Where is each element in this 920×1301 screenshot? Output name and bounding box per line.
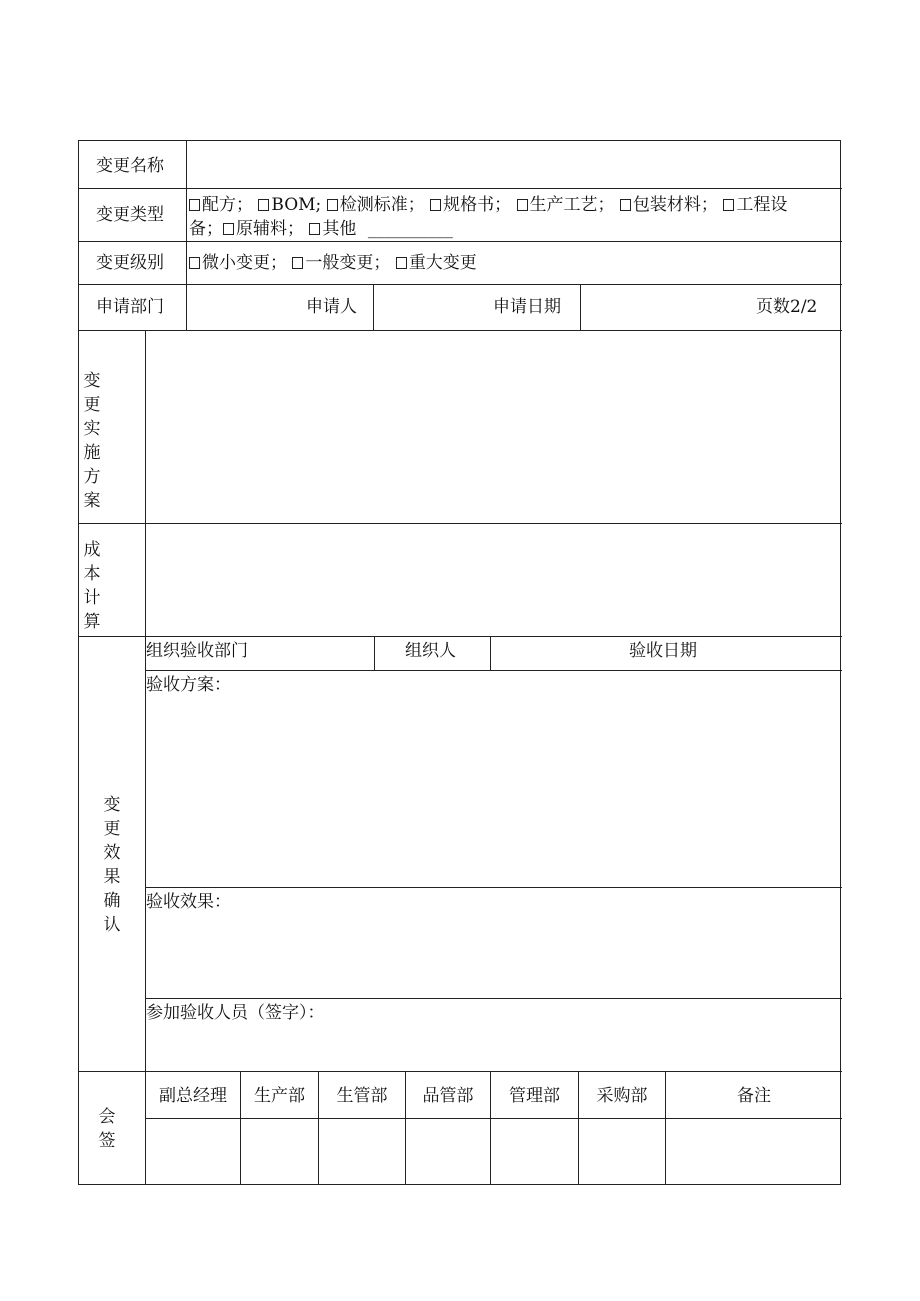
effect-confirmation-label: 变 更 效 果 确 认 (103, 795, 121, 935)
checkbox[interactable] (723, 199, 734, 211)
divider (374, 636, 375, 670)
acceptance-effect-field[interactable] (146, 916, 841, 997)
sign-col-management: 管理部 (509, 1086, 560, 1106)
option-test-standard: 检测标准； (339, 195, 425, 215)
sign-cell-quality[interactable] (406, 1119, 490, 1185)
page-count: 页数2/2 (756, 297, 818, 317)
change-type-options-line1 (189, 193, 787, 217)
level-minor: 微小变更； (202, 253, 287, 273)
implementation-plan-field[interactable] (146, 331, 841, 522)
checkbox[interactable] (430, 199, 441, 211)
acceptance-members-field[interactable] (146, 1027, 841, 1070)
level-major: 重大变更 (408, 253, 477, 273)
sign-cell-management[interactable] (491, 1119, 578, 1185)
organizer-label: 组织人 (405, 641, 456, 661)
checkbox[interactable] (189, 257, 200, 269)
checkbox[interactable] (517, 199, 528, 211)
level-general: 一般变更； (305, 253, 391, 273)
divider (145, 670, 842, 671)
option-raw-material: 原辅料； (236, 219, 304, 239)
divider (145, 998, 842, 999)
checkbox[interactable] (292, 257, 303, 269)
change-name-label: 变更名称 (96, 156, 164, 176)
acceptance-members-label: 参加验收人员（签字）： (146, 1003, 325, 1023)
sign-col-remarks: 备注 (737, 1086, 771, 1106)
option-equipment-cont: 备； (189, 219, 223, 239)
checkbox[interactable] (327, 199, 338, 211)
acceptance-dept-label: 组织验收部门 (146, 641, 248, 661)
change-type-label: 变更类型 (96, 205, 164, 225)
acceptance-plan-label: 验收方案： (146, 675, 231, 695)
divider (79, 636, 842, 637)
change-type-options-line2 (189, 217, 453, 241)
divider (580, 284, 581, 330)
change-level-label: 变更级别 (96, 253, 164, 273)
checkbox[interactable] (258, 199, 269, 211)
divider (79, 1071, 842, 1072)
change-name-field[interactable] (187, 141, 841, 187)
cost-calculation-field[interactable] (146, 524, 841, 635)
checkbox[interactable] (620, 199, 631, 211)
acceptance-date-label: 验收日期 (629, 641, 697, 661)
implementation-plan-label: 变 更 实 施 方 案 (83, 371, 101, 511)
change-level-options (189, 251, 477, 275)
option-packaging: 包装材料； (632, 195, 718, 215)
sign-col-deputy-gm: 副总经理 (159, 1086, 227, 1106)
option-bom: BOM; (271, 195, 322, 215)
sign-cell-remarks[interactable] (666, 1119, 841, 1185)
option-spec-sheet: 规格书； (443, 195, 512, 215)
option-formula: 配方； (202, 195, 253, 215)
divider (145, 887, 842, 888)
checkbox[interactable] (189, 199, 200, 211)
checkbox[interactable] (396, 257, 407, 269)
checkbox[interactable] (309, 223, 320, 235)
divider (79, 188, 842, 189)
option-other: 其他 (322, 219, 357, 239)
option-process: 生产工艺； (529, 195, 615, 215)
sign-col-production-control: 生管部 (336, 1086, 388, 1106)
sign-cell-deputy-gm[interactable] (146, 1119, 240, 1185)
other-blank-line[interactable]: __________ (367, 219, 453, 239)
option-equipment: 工程设 (736, 195, 788, 215)
acceptance-effect-label: 验收效果： (146, 892, 231, 912)
divider (79, 284, 842, 285)
sign-cell-production[interactable] (241, 1119, 318, 1185)
acceptance-plan-field[interactable] (146, 699, 841, 886)
checkbox[interactable] (223, 223, 234, 235)
sign-cell-purchasing[interactable] (579, 1119, 665, 1185)
cost-calculation-label: 成 本 计 算 (83, 540, 101, 632)
divider (79, 241, 842, 242)
apply-date-label: 申请日期 (493, 297, 561, 317)
sign-col-production: 生产部 (254, 1086, 305, 1106)
sign-cell-production-control[interactable] (319, 1119, 405, 1185)
divider (490, 636, 491, 670)
sign-col-purchasing: 采购部 (596, 1086, 648, 1106)
apply-dept-label: 申请部门 (96, 297, 164, 317)
sign-col-quality: 品管部 (422, 1086, 474, 1106)
applicant-label: 申请人 (306, 297, 357, 317)
divider (373, 284, 374, 330)
change-request-form (78, 140, 841, 1185)
countersign-label: 会 签 (98, 1107, 116, 1151)
